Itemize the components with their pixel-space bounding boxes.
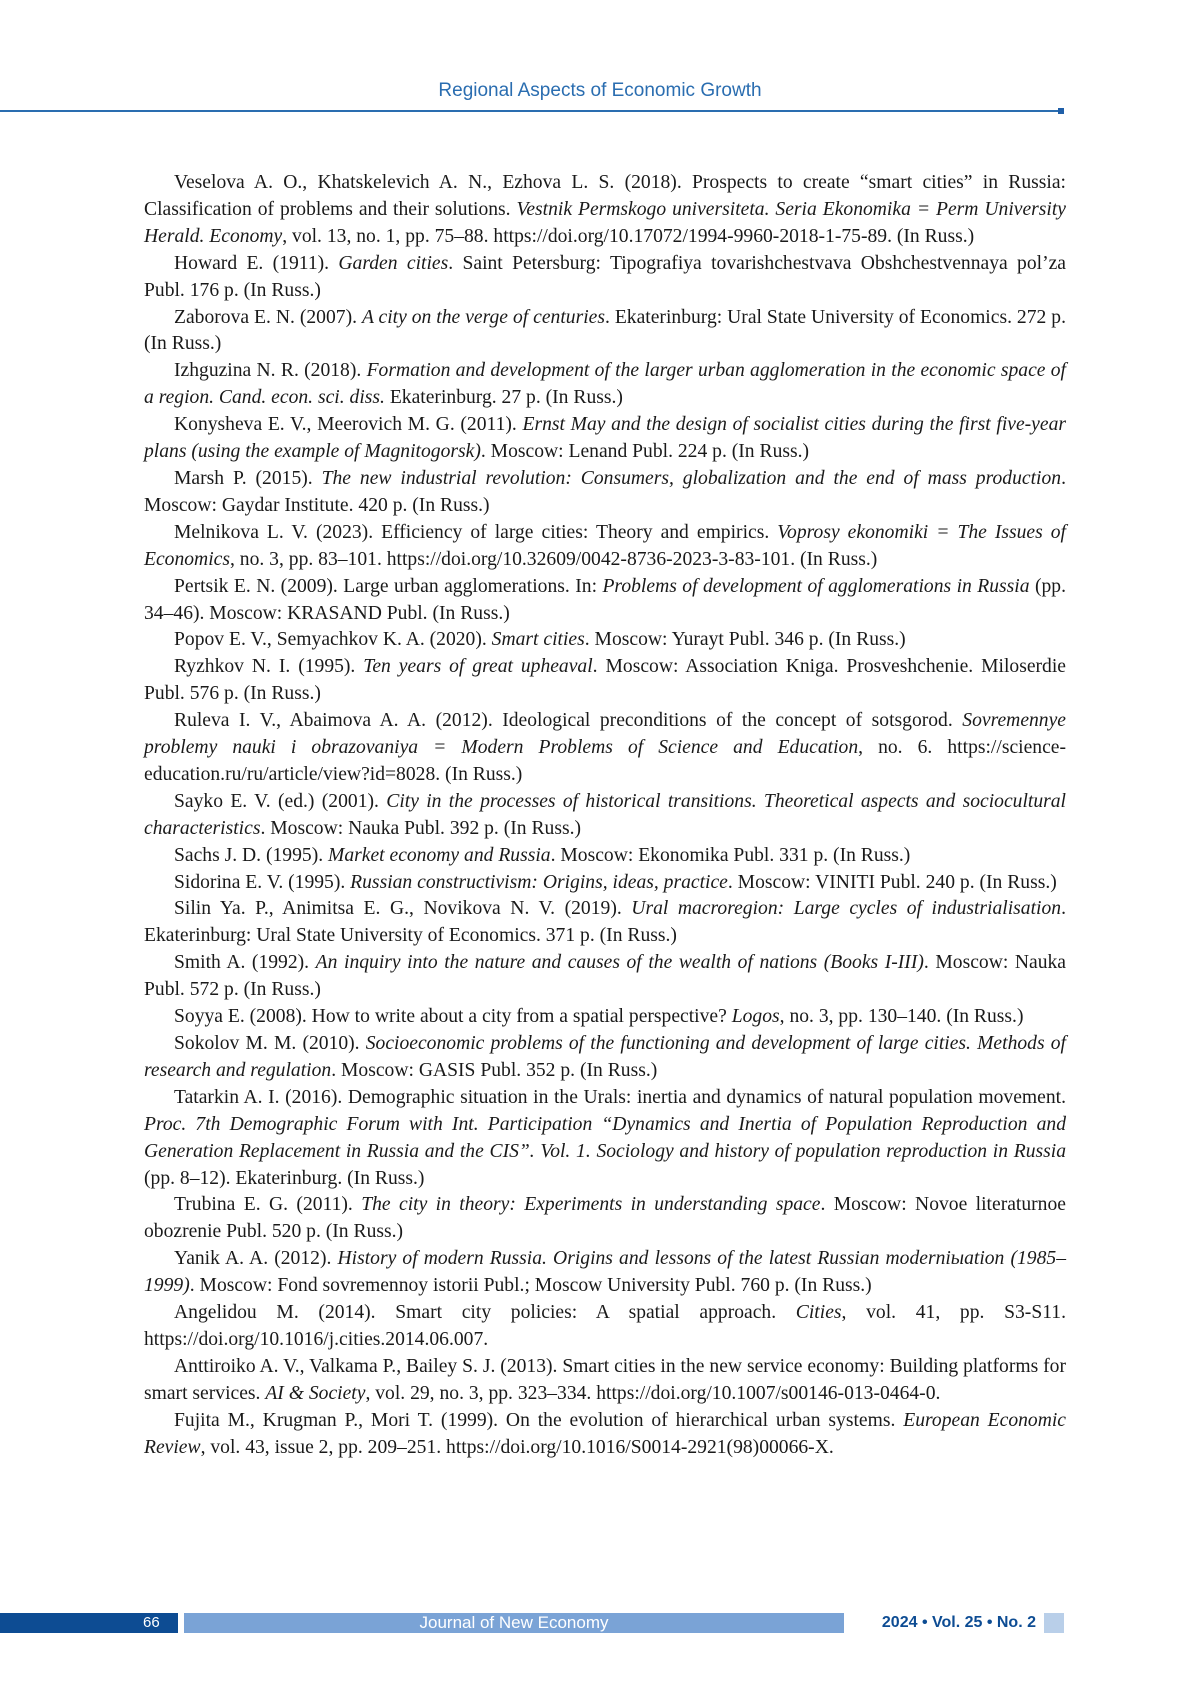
- reference-title-italic: Market economy and Russia: [328, 845, 551, 866]
- reference-entry: [144, 896, 1066, 950]
- reference-title-italic: An inquiry into the nature and causes of the wealth of nations (Books I-III): [316, 952, 924, 973]
- reference-title-italic: Logos: [732, 1006, 780, 1027]
- reference-entry: [144, 1300, 1066, 1354]
- reference-title-italic: Garden cities: [338, 253, 448, 274]
- reference-text: Sidorina E. V. (1995).: [174, 872, 350, 893]
- reference-title-italic: History of modern Russia. Origins and lessons of the latest Russian moderniыation (1985–1999): [144, 1248, 1066, 1296]
- footer-page-bar: [0, 1613, 178, 1633]
- reference-text: Tatarkin A. I. (2016). Demographic situation in the Urals: inertia and dynamics of natural population movement.: [174, 1087, 1066, 1108]
- reference-entry: [144, 466, 1066, 520]
- reference-title-italic: Ernst May and the design of socialist cities during the first five-year plans (using the example of Magnitogorsk): [144, 414, 1066, 462]
- reference-text: Sokolov M. M. (2010).: [174, 1033, 366, 1054]
- reference-entry: [144, 358, 1066, 412]
- reference-text: Veselova A. O., Khatskelevich A. N., Ezhova L. S. (2018). Prospects to create “smart cities” in Russia: Classification of problems and their solutions.: [144, 172, 1066, 220]
- reference-text: Popov E. V., Semyachkov K. A. (2020).: [174, 629, 492, 650]
- reference-text: Ruleva I. V., Abaimova A. A. (2012). Ideological preconditions of the concept of sotsgorod.: [174, 710, 962, 731]
- reference-text: Smith A. (1992).: [174, 952, 316, 973]
- reference-text: . Moscow: VINITI Publ. 240 p. (In Russ.): [728, 872, 1057, 893]
- reference-text: , no. 3, pp. 83–101. https://doi.org/10.32609/0042-8736-2023-3-83-101. (In Russ.): [230, 549, 877, 570]
- reference-entry: [144, 574, 1066, 628]
- header-rule: [0, 110, 1058, 112]
- reference-title-italic: Cities: [796, 1302, 842, 1323]
- reference-title-italic: European Economic Review: [144, 1410, 1066, 1458]
- reference-entry: [144, 950, 1066, 1004]
- reference-title-italic: The new industrial revolution: Consumers, globalization and the end of mass production: [322, 468, 1061, 489]
- reference-text: . Moscow: Novoe literaturnoe obozrenie Publ. 520 p. (In Russ.): [144, 1194, 1066, 1242]
- reference-text: . Moscow: Gaydar Institute. 420 p. (In Russ.): [144, 468, 1066, 516]
- reference-text: Fujita M., Krugman P., Mori T. (1999). On the evolution of hierarchical urban systems.: [174, 1410, 903, 1431]
- reference-text: Anttiroiko A. V., Valkama P., Bailey S. J. (2013). Smart cities in the new service economy: Building platforms for smart services.: [144, 1356, 1066, 1404]
- reference-text: Ryzhkov N. I. (1995).: [174, 656, 363, 677]
- reference-entry: [144, 412, 1066, 466]
- reference-text: Yanik A. A. (2012).: [174, 1248, 338, 1269]
- reference-title-italic: Socioeconomic problems of the functioning and development of large cities. Methods of research and regulation: [144, 1033, 1066, 1081]
- reference-list: [144, 170, 1066, 1462]
- reference-title-italic: Smart cities: [492, 629, 585, 650]
- reference-title-italic: Formation and development of the larger urban agglomeration in the economic space of a region. Cand. econ. sci. diss.: [144, 360, 1066, 408]
- reference-title-italic: The city in theory: Experiments in understanding space: [361, 1194, 820, 1215]
- reference-text: Angelidou M. (2014). Smart city policies: A spatial approach.: [174, 1302, 796, 1323]
- header-rule-end-marker: [1058, 108, 1064, 114]
- page-footer: [0, 1613, 1200, 1633]
- reference-text: . Moscow: GASIS Publ. 352 p. (In Russ.): [331, 1060, 657, 1081]
- reference-entry: [144, 1085, 1066, 1193]
- reference-title-italic: Vestnik Permskogo universiteta. Seria Ekonomika = Perm University Herald. Economy: [144, 199, 1066, 247]
- reference-title-italic: A city on the verge of centuries: [362, 307, 605, 328]
- reference-text: Trubina E. G. (2011).: [174, 1194, 361, 1215]
- reference-text: , no. 3, pp. 130–140. (In Russ.): [780, 1006, 1024, 1027]
- page-number: 66: [143, 1613, 160, 1633]
- reference-text: Howard E. (1911).: [174, 253, 338, 274]
- reference-entry: [144, 843, 1066, 870]
- footer-square-marker: [1044, 1613, 1064, 1633]
- reference-title-italic: Voprosy ekonomiki = The Issues of Economics: [144, 522, 1066, 570]
- reference-entry: [144, 1408, 1066, 1462]
- reference-title-italic: Russian constructivism: Origins, ideas, practice: [350, 872, 728, 893]
- reference-entry: [144, 789, 1066, 843]
- reference-text: . Moscow: Ekonomika Publ. 331 p. (In Russ.): [551, 845, 911, 866]
- reference-entry: [144, 708, 1066, 789]
- reference-text: , vol. 29, no. 3, pp. 323–334. https://doi.org/10.1007/s00146-013-0464-0.: [365, 1383, 940, 1404]
- reference-entry: [144, 1031, 1066, 1085]
- reference-text: Soyya E. (2008). How to write about a city from a spatial perspective?: [174, 1006, 732, 1027]
- reference-entry: [144, 1246, 1066, 1300]
- reference-text: (pp. 8–12). Ekaterinburg. (In Russ.): [144, 1168, 424, 1189]
- reference-text: . Moscow: Lenand Publ. 224 p. (In Russ.): [481, 441, 809, 462]
- reference-entry: [144, 1354, 1066, 1408]
- reference-title-italic: Problems of development of agglomerations in Russia: [602, 576, 1029, 597]
- reference-entry: [144, 1192, 1066, 1246]
- reference-text: Melnikova L. V. (2023). Efficiency of large cities: Theory and empirics.: [174, 522, 777, 543]
- reference-title-italic: Ten years of great upheaval: [363, 656, 592, 677]
- footer-journal-title: Journal of New Economy: [184, 1613, 844, 1633]
- reference-entry: [144, 627, 1066, 654]
- reference-text: . Ekaterinburg: Ural State University of Economics. 272 p. (In Russ.): [144, 307, 1066, 355]
- reference-text: . Moscow: Association Kniga. Prosveshchenie. Miloserdie Publ. 576 p. (In Russ.): [144, 656, 1066, 704]
- reference-entry: [144, 654, 1066, 708]
- reference-entry: [144, 520, 1066, 574]
- reference-text: , no. 6. https://science-education.ru/ru/article/view?id=8028. (In Russ.): [144, 737, 1066, 785]
- reference-text: . Saint Petersburg: Tipografiya tovarishchestvava Obshchestvennaya pol’za Publ. 176 p. (In Russ.): [144, 253, 1066, 301]
- reference-title-italic: Sovremennye problemy nauki i obrazovaniya = Modern Problems of Science and Education: [144, 710, 1066, 758]
- reference-title-italic: Proc. 7th Demographic Forum with Int. Participation “Dynamics and Inertia of Population Reproduction and Generation Replacement in Russia and the CIS”. Vol. 1. Sociology and history of population reproduction in Russia: [144, 1114, 1066, 1162]
- reference-text: , vol. 41, pp. S3-S11. https://doi.org/10.1016/j.cities.2014.06.007.: [144, 1302, 1066, 1350]
- reference-text: . Ekaterinburg: Ural State University of Economics. 371 p. (In Russ.): [144, 898, 1066, 946]
- reference-text: Zaborova E. N. (2007).: [174, 307, 362, 328]
- reference-text: Pertsik E. N. (2009). Large urban agglomerations. In:: [174, 576, 602, 597]
- reference-entry: [144, 1004, 1066, 1031]
- reference-text: . Moscow: Nauka Publ. 392 p. (In Russ.): [260, 818, 581, 839]
- reference-text: Ekaterinburg. 27 p. (In Russ.): [385, 387, 623, 408]
- reference-text: Izhguzina N. R. (2018).: [174, 360, 367, 381]
- reference-title-italic: City in the processes of historical transitions. Theoretical aspects and sociocultural characteristics: [144, 791, 1066, 839]
- footer-issue-info: 2024 • Vol. 25 • No. 2: [844, 1613, 1036, 1633]
- reference-entry: [144, 251, 1066, 305]
- reference-text: . Moscow: Yurayt Publ. 346 p. (In Russ.): [585, 629, 906, 650]
- reference-title-italic: Ural macroregion: Large cycles of industrialisation: [631, 898, 1061, 919]
- reference-text: Sayko E. V. (ed.) (2001).: [174, 791, 386, 812]
- running-head-title: Regional Aspects of Economic Growth: [0, 80, 1200, 102]
- reference-text: , vol. 43, issue 2, pp. 209–251. https://doi.org/10.1016/S0014-2921(98)00066-X.: [201, 1437, 834, 1458]
- reference-text: Konysheva E. V., Meerovich M. G. (2011).: [174, 414, 522, 435]
- reference-text: Marsh P. (2015).: [174, 468, 322, 489]
- reference-entry: [144, 170, 1066, 251]
- reference-text: , vol. 13, no. 1, pp. 75–88. https://doi.org/10.17072/1994-9960-2018-1-75-89. (In Russ.): [282, 226, 974, 247]
- reference-text: Sachs J. D. (1995).: [174, 845, 328, 866]
- reference-entry: [144, 305, 1066, 359]
- reference-text: . Moscow: Fond sovremennoy istorii Publ.; Moscow University Publ. 760 p. (In Russ.): [190, 1275, 872, 1296]
- reference-text: (pp. 34–46). Moscow: KRASAND Publ. (In Russ.): [144, 576, 1066, 624]
- reference-text: . Moscow: Nauka Publ. 572 p. (In Russ.): [144, 952, 1066, 1000]
- reference-entry: [144, 870, 1066, 897]
- reference-title-italic: AI & Society: [265, 1383, 365, 1404]
- reference-text: Silin Ya. P., Animitsa E. G., Novikova N. V. (2019).: [174, 898, 631, 919]
